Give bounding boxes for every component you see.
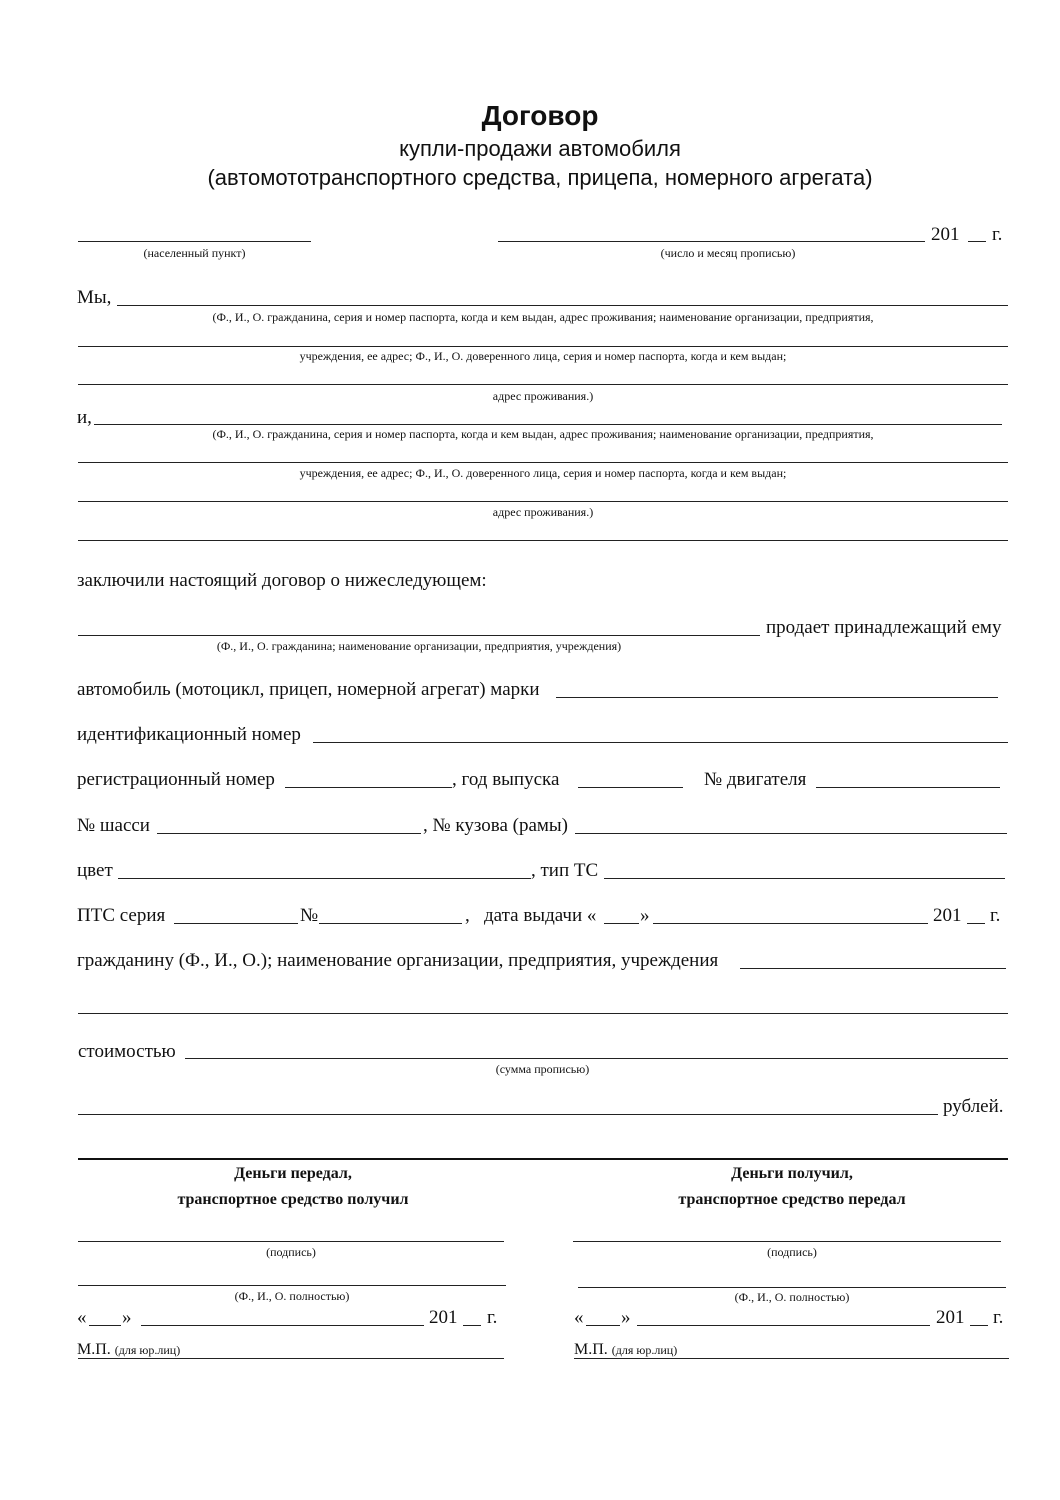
vin-field[interactable]	[313, 742, 1008, 743]
year-made-field[interactable]	[578, 787, 683, 788]
date-caption: (число и месяц прописью)	[660, 246, 796, 260]
year-made-label: , год выпуска	[452, 769, 560, 790]
left-stamp-line	[78, 1358, 504, 1359]
right-date-month-field[interactable]	[637, 1325, 930, 1326]
buyer-label: гражданину (Ф., И., О.); наименование организации, предприятия, учреждения	[77, 950, 719, 971]
right-stamp-note: (для юр.лиц)	[611, 1343, 678, 1357]
party2-field-4[interactable]	[78, 540, 1008, 541]
left-date-quote-close: »	[122, 1307, 132, 1328]
seller-field[interactable]	[78, 635, 760, 636]
vin-label: идентификационный номер	[77, 724, 301, 745]
issue-month-field[interactable]	[653, 923, 928, 924]
left-date-day-field[interactable]	[89, 1325, 121, 1326]
left-sign-title-line1: Деньги передал,	[234, 1165, 352, 1182]
rubles-label: рублей.	[943, 1096, 1004, 1117]
pts-comma: ,	[465, 905, 470, 926]
vehicle-type-field[interactable]	[604, 878, 1005, 879]
date-year: 201	[931, 224, 960, 245]
pts-no-field[interactable]	[319, 923, 462, 924]
right-date-quote-open: «	[574, 1307, 584, 1328]
party-and-label: и,	[77, 407, 92, 428]
party-we-label: Мы,	[77, 287, 112, 308]
chassis-label: № шасси	[77, 815, 150, 836]
concluded-text: заключили настоящий договор о нижеследующем:	[77, 570, 487, 591]
vehicle-type-label: , тип ТС	[531, 860, 599, 881]
left-signature-caption: (подпись)	[266, 1245, 316, 1259]
left-stamp-mp: М.П.	[77, 1341, 111, 1358]
color-label: цвет	[77, 860, 113, 881]
issue-year-field[interactable]	[967, 923, 985, 924]
reg-number-label: регистрационный номер	[77, 769, 275, 790]
party2-field-3[interactable]	[78, 501, 1008, 502]
date-year-field[interactable]	[968, 241, 986, 242]
car-brand-field[interactable]	[556, 697, 998, 698]
left-name-field[interactable]	[78, 1285, 506, 1286]
place-field[interactable]	[78, 241, 311, 242]
left-date-year-suffix: г.	[487, 1307, 498, 1328]
right-stamp-label	[574, 1342, 677, 1358]
party2-caption-2: учреждения, ее адрес; Ф., И., О. доверенного лица, серия и номер паспорта, когда и кем выдан;	[299, 466, 787, 480]
left-sign-title-line2: транспортное средство получил	[177, 1191, 409, 1208]
right-sign-title	[576, 1161, 1008, 1213]
sells-text: продает принадлежащий ему	[766, 617, 1002, 638]
pts-no-label: №	[300, 905, 319, 926]
left-name-caption: (Ф., И., О. полностью)	[234, 1289, 350, 1303]
seller-caption: (Ф., И., О. гражданина; наименование организации, предприятия, учреждения)	[216, 639, 622, 653]
document-subtitle: купли-продажи автомобиля	[399, 136, 681, 161]
party2-caption-1: (Ф., И., О. гражданина, серия и номер паспорта, когда и кем выдан, адрес проживания; наименование организации, предприятия,	[212, 427, 874, 441]
sum-caption: (сумма прописью)	[495, 1062, 590, 1076]
right-signature-caption: (подпись)	[767, 1245, 817, 1259]
left-date-year: 201	[429, 1307, 458, 1328]
party2-field-1[interactable]	[94, 424, 1002, 425]
party1-caption-2: учреждения, ее адрес; Ф., И., О. доверенного лица, серия и номер паспорта, когда и кем выдан;	[299, 349, 787, 363]
right-date-year-field[interactable]	[970, 1325, 988, 1326]
rubles-field[interactable]	[78, 1114, 938, 1115]
party2-caption-3: адрес проживания.)	[492, 505, 594, 519]
buyer-field-2[interactable]	[78, 1013, 1008, 1014]
party1-field-2[interactable]	[78, 346, 1008, 347]
engine-field[interactable]	[816, 787, 1000, 788]
chassis-field[interactable]	[157, 833, 421, 834]
issue-year-suffix: г.	[990, 905, 1001, 926]
body-no-field[interactable]	[575, 833, 1007, 834]
issue-date-label: дата выдачи «	[484, 905, 597, 926]
issue-day-quote: »	[640, 905, 650, 926]
buyer-field-1[interactable]	[740, 968, 1006, 969]
right-stamp-line	[574, 1358, 1009, 1359]
right-date-year: 201	[936, 1307, 965, 1328]
document-subtitle-2: (автомототранспортного средства, прицепа, номерного агрегата)	[207, 165, 873, 190]
left-stamp-note: (для юр.лиц)	[114, 1343, 181, 1357]
place-caption: (населенный пункт)	[143, 246, 246, 260]
body-no-label: , № кузова (рамы)	[423, 815, 569, 836]
party2-field-2[interactable]	[78, 462, 1008, 463]
engine-label: № двигателя	[704, 769, 807, 790]
party1-field-3[interactable]	[78, 384, 1008, 385]
right-sign-title-line1: Деньги получил,	[731, 1165, 853, 1182]
right-name-field[interactable]	[578, 1287, 1006, 1288]
signatures-divider	[78, 1158, 1008, 1160]
party1-caption-1: (Ф., И., О. гражданина, серия и номер паспорта, когда и кем выдан, адрес проживания; наименование организации, предприятия,	[212, 310, 874, 324]
right-date-quote-close: »	[621, 1307, 631, 1328]
party1-field-1[interactable]	[117, 305, 1008, 306]
right-stamp-mp: М.П.	[574, 1341, 608, 1358]
left-sign-title	[78, 1161, 508, 1213]
issue-day-field[interactable]	[604, 923, 639, 924]
right-date-day-field[interactable]	[586, 1325, 620, 1326]
right-sign-title-line2: транспортное средство передал	[678, 1191, 906, 1208]
right-name-caption: (Ф., И., О. полностью)	[734, 1290, 850, 1304]
document-title: Договор	[481, 100, 599, 131]
left-date-quote-open: «	[77, 1307, 87, 1328]
right-signature-field[interactable]	[573, 1241, 1001, 1242]
car-brand-label: автомобиль (мотоцикл, прицеп, номерной агрегат) марки	[77, 679, 540, 700]
left-stamp-label	[77, 1342, 180, 1358]
left-date-month-field[interactable]	[141, 1325, 424, 1326]
left-date-year-field[interactable]	[463, 1325, 481, 1326]
left-signature-field[interactable]	[78, 1241, 504, 1242]
color-field[interactable]	[118, 878, 531, 879]
cost-label: стоимостью	[78, 1041, 176, 1062]
cost-field[interactable]	[185, 1058, 1008, 1059]
issue-year-label: 201	[933, 905, 962, 926]
date-year-suffix: г.	[992, 224, 1003, 245]
right-date-year-suffix: г.	[993, 1307, 1004, 1328]
pts-series-field[interactable]	[174, 923, 298, 924]
date-field[interactable]	[498, 241, 925, 242]
reg-number-field[interactable]	[285, 787, 452, 788]
party1-caption-3: адрес проживания.)	[492, 389, 594, 403]
pts-series-label: ПТС серия	[77, 905, 166, 926]
